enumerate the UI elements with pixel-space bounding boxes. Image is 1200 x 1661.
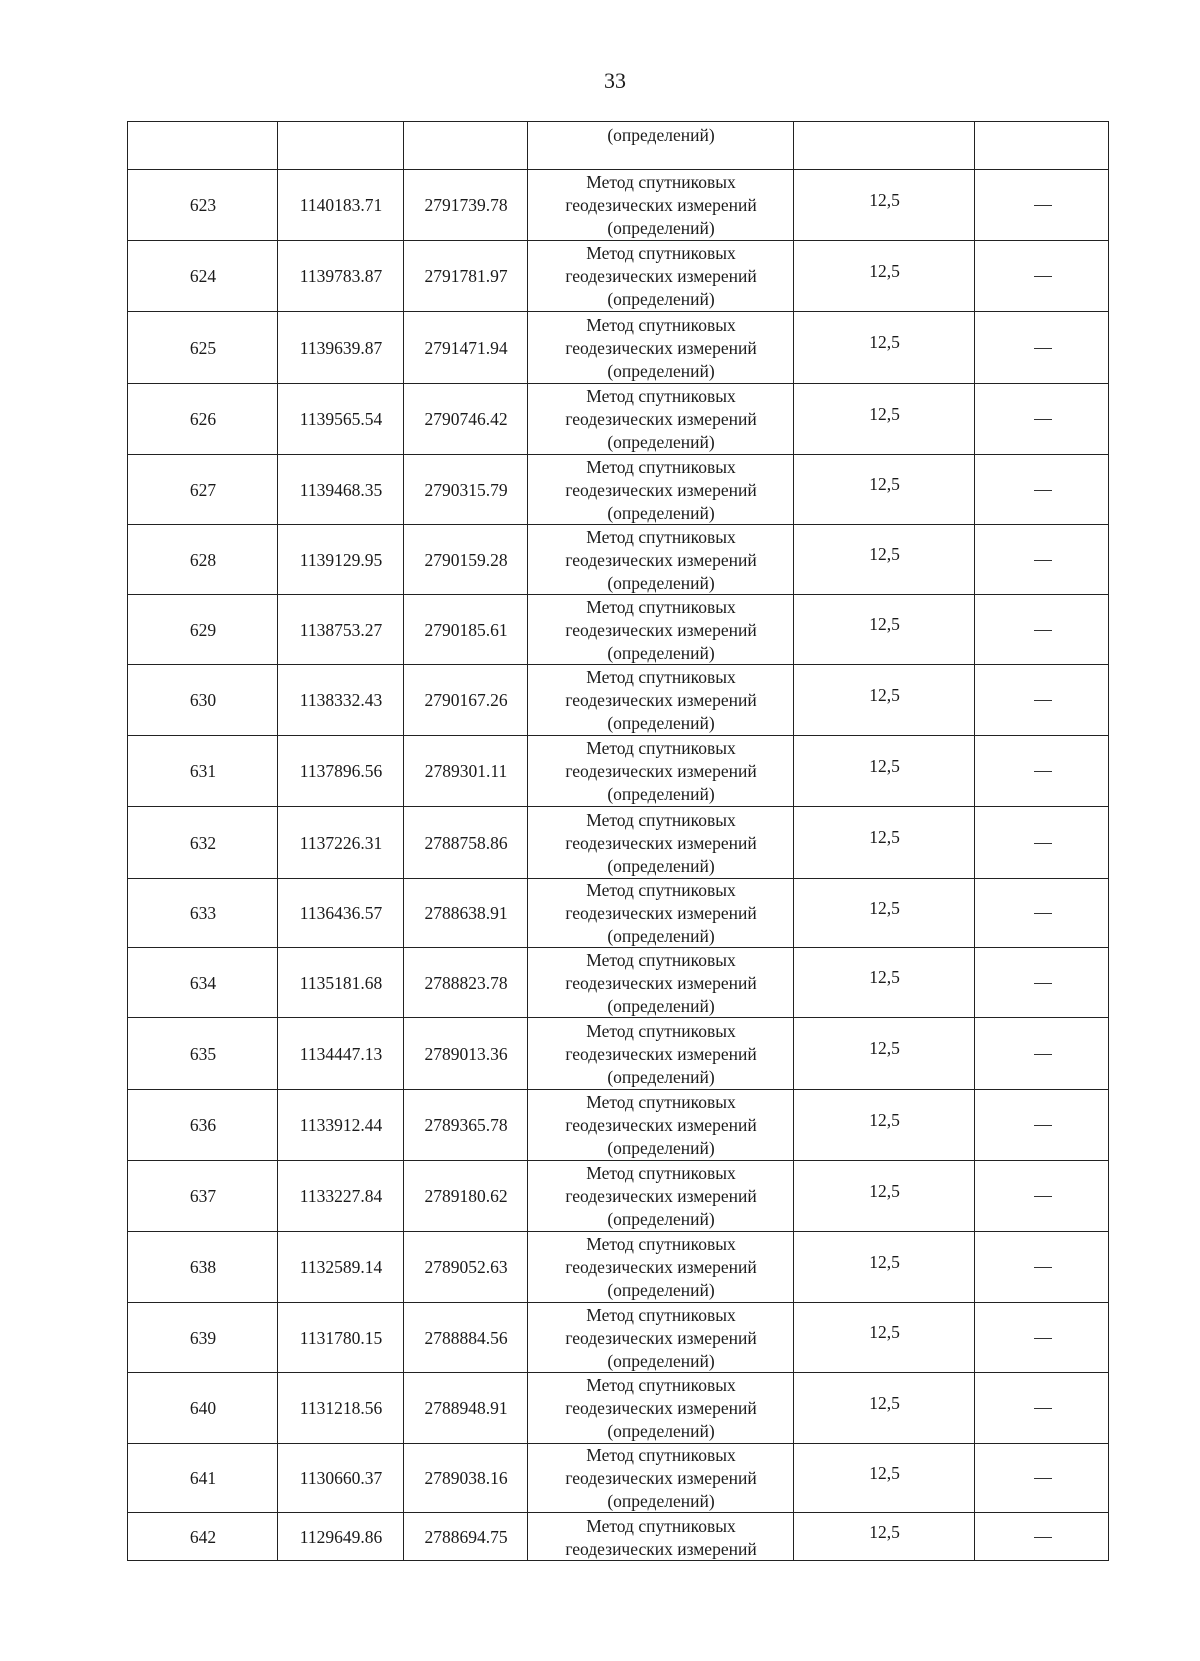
method-line: геодезических измерений bbox=[565, 1115, 757, 1135]
accuracy-cell: 12,5 bbox=[869, 614, 900, 634]
x-coordinate-cell: 1129649.86 bbox=[299, 1527, 383, 1547]
dash-mark bbox=[1034, 983, 1052, 984]
x-coordinate-cell: 1131780.15 bbox=[299, 1327, 383, 1348]
method-line: Метод спутниковых bbox=[586, 880, 736, 900]
description-cell bbox=[975, 525, 1110, 595]
description-cell bbox=[975, 384, 1110, 455]
method-line: (определений) bbox=[607, 713, 715, 733]
dash-mark bbox=[1034, 771, 1052, 772]
y-coordinate-cell: 2789301.11 bbox=[424, 761, 508, 781]
method-line: геодезических измерений bbox=[565, 1043, 757, 1064]
point-number-cell: 627 bbox=[189, 479, 217, 500]
y-coordinate-cell: 2788884.56 bbox=[424, 1327, 508, 1348]
method-line: геодезических измерений bbox=[565, 903, 757, 923]
method-cell bbox=[528, 1090, 794, 1161]
accuracy-cell: 12,5 bbox=[869, 544, 900, 564]
point-number-cell: 623 bbox=[189, 195, 217, 215]
method-cell bbox=[528, 1018, 794, 1090]
point-number-cell: 624 bbox=[189, 266, 217, 286]
method-cell bbox=[528, 595, 794, 665]
point-number-cell: 629 bbox=[189, 619, 217, 640]
method-line: геодезических измерений bbox=[565, 1257, 757, 1277]
accuracy-cell: 12,5 bbox=[869, 332, 900, 352]
method-line: геодезических измерений bbox=[565, 1327, 757, 1348]
point-number-cell: 631 bbox=[189, 761, 217, 781]
method-line: (определений) bbox=[607, 995, 715, 1016]
method-line: Метод спутниковых bbox=[586, 243, 736, 263]
dash-mark bbox=[1034, 276, 1052, 277]
accuracy-cell: 12,5 bbox=[869, 189, 900, 210]
y-coordinate-cell: 2790315.79 bbox=[424, 479, 508, 500]
method-line: геодезических измерений bbox=[565, 479, 757, 500]
y-coordinate-cell: 2788758.86 bbox=[424, 832, 508, 853]
accuracy-cell: 12,5 bbox=[869, 403, 900, 424]
y-coordinate-cell: 2789365.78 bbox=[424, 1115, 508, 1135]
method-line: Метод спутниковых bbox=[586, 1020, 736, 1041]
method-line: геодезических измерений bbox=[565, 409, 757, 429]
method-cell bbox=[528, 1513, 794, 1562]
accuracy-cell: 12,5 bbox=[869, 897, 900, 918]
description-cell bbox=[975, 312, 1110, 384]
point-number-cell: 626 bbox=[189, 409, 217, 429]
method-line: (определений) bbox=[607, 572, 715, 593]
dash-mark bbox=[1034, 1054, 1052, 1055]
point-number-cell: 642 bbox=[189, 1527, 217, 1547]
method-cell bbox=[528, 879, 794, 948]
point-number-cell: 625 bbox=[189, 337, 217, 358]
description-cell bbox=[975, 455, 1110, 525]
method-line: геодезических измерений bbox=[565, 266, 757, 286]
method-line: геодезических измерений bbox=[565, 832, 757, 853]
accuracy-cell: 12,5 bbox=[869, 1322, 900, 1342]
dash-mark bbox=[1034, 560, 1052, 561]
x-coordinate-cell: 1136436.57 bbox=[299, 903, 383, 923]
method-line: геодезических измерений bbox=[565, 337, 757, 358]
method-line: (определений) bbox=[607, 432, 715, 452]
x-coordinate-cell: 1138332.43 bbox=[299, 690, 383, 710]
method-line: Метод спутниковых bbox=[586, 526, 736, 547]
accuracy-cell: 12,5 bbox=[869, 1180, 900, 1201]
dash-mark bbox=[1034, 1408, 1052, 1409]
x-coordinate-cell: 1134447.13 bbox=[299, 1043, 383, 1064]
point-number-cell: 633 bbox=[189, 903, 217, 923]
method-line: Метод спутниковых bbox=[586, 1234, 736, 1254]
point-number-cell: 635 bbox=[189, 1043, 217, 1064]
method-line: Метод спутниковых bbox=[586, 314, 736, 335]
method-line: Метод спутниковых bbox=[586, 1304, 736, 1325]
y-coordinate-cell: 2791781.97 bbox=[424, 266, 508, 286]
accuracy-cell: 12,5 bbox=[869, 967, 900, 987]
y-coordinate-cell: 2789180.62 bbox=[424, 1186, 508, 1206]
accuracy-cell: 12,5 bbox=[869, 1392, 900, 1413]
method-line: (определений) bbox=[607, 289, 715, 309]
method-line: Метод спутниковых bbox=[586, 172, 736, 192]
y-coordinate-cell: 2791739.78 bbox=[424, 195, 508, 215]
point-number-cell: 640 bbox=[189, 1398, 217, 1418]
method-line: (определений) bbox=[607, 1350, 715, 1371]
y-coordinate-cell: 2789038.16 bbox=[424, 1468, 508, 1488]
description-cell bbox=[975, 1090, 1110, 1161]
accuracy-cell: 12,5 bbox=[869, 755, 900, 776]
point-number-cell: 641 bbox=[189, 1468, 217, 1488]
dash-mark bbox=[1034, 1267, 1052, 1268]
method-line: Метод спутниковых bbox=[586, 1445, 736, 1465]
x-coordinate-cell: 1133912.44 bbox=[299, 1115, 383, 1135]
y-coordinate-cell: 2788638.91 bbox=[424, 903, 508, 923]
method-line: Метод спутниковых bbox=[586, 456, 736, 477]
accuracy-cell: 12,5 bbox=[869, 1038, 900, 1058]
description-cell bbox=[975, 1303, 1110, 1373]
dash-mark bbox=[1034, 419, 1052, 420]
dash-mark bbox=[1034, 490, 1052, 491]
method-cell bbox=[528, 807, 794, 879]
description-cell bbox=[975, 1232, 1110, 1303]
method-line: Метод спутниковых bbox=[586, 949, 736, 970]
method-cell bbox=[528, 736, 794, 807]
method-cell bbox=[528, 455, 794, 525]
x-coordinate-cell: 1138753.27 bbox=[299, 619, 383, 640]
y-coordinate-cell: 2788948.91 bbox=[424, 1398, 508, 1418]
method-cell bbox=[528, 241, 794, 312]
coordinates-table bbox=[127, 121, 1109, 1561]
method-cell bbox=[528, 312, 794, 384]
x-coordinate-cell: 1133227.84 bbox=[299, 1186, 383, 1206]
x-coordinate-cell: 1131218.56 bbox=[299, 1398, 383, 1418]
y-coordinate-cell: 2789013.36 bbox=[424, 1043, 508, 1064]
point-number-cell: 630 bbox=[189, 690, 217, 710]
method-cell bbox=[528, 1444, 794, 1513]
method-cell bbox=[528, 948, 794, 1018]
method-line: геодезических измерений bbox=[565, 690, 757, 710]
dash-mark bbox=[1034, 205, 1052, 206]
method-line: Метод спутниковых bbox=[586, 738, 736, 758]
x-coordinate-cell: 1139783.87 bbox=[299, 266, 383, 286]
method-line: Метод спутниковых bbox=[586, 1163, 736, 1183]
method-line: (определений) bbox=[607, 642, 715, 663]
method-line: геодезических измерений bbox=[565, 619, 757, 640]
dash-mark bbox=[1034, 1196, 1052, 1197]
method-line: (определений) bbox=[607, 1421, 715, 1441]
y-coordinate-cell: 2790167.26 bbox=[424, 690, 508, 710]
y-coordinate-cell: 2788694.75 bbox=[424, 1527, 508, 1547]
y-coordinate-cell: 2788823.78 bbox=[424, 972, 508, 993]
dash-mark bbox=[1034, 1537, 1052, 1538]
method-line: (определений) bbox=[607, 1066, 715, 1087]
continuation-method-cell: (определений) bbox=[607, 125, 715, 145]
description-cell bbox=[975, 241, 1110, 312]
method-line: геодезических измерений bbox=[565, 1468, 757, 1488]
x-coordinate-cell: 1130660.37 bbox=[299, 1468, 383, 1488]
method-line: (определений) bbox=[607, 1280, 715, 1300]
accuracy-cell: 12,5 bbox=[869, 1521, 900, 1542]
accuracy-cell: 12,5 bbox=[869, 1462, 900, 1483]
method-cell bbox=[528, 525, 794, 595]
y-coordinate-cell: 2790185.61 bbox=[424, 619, 508, 640]
method-line: (определений) bbox=[607, 502, 715, 523]
method-line: Метод спутниковых bbox=[586, 667, 736, 687]
description-cell bbox=[975, 1018, 1110, 1090]
description-cell bbox=[975, 1161, 1110, 1232]
method-line: Метод спутниковых bbox=[586, 1375, 736, 1395]
x-coordinate-cell: 1132589.14 bbox=[299, 1257, 383, 1277]
y-coordinate-cell: 2791471.94 bbox=[424, 337, 508, 358]
method-line: геодезических измерений bbox=[565, 549, 757, 570]
dash-mark bbox=[1034, 700, 1052, 701]
method-line: (определений) bbox=[607, 926, 715, 946]
accuracy-cell: 12,5 bbox=[869, 827, 900, 847]
method-line: (определений) bbox=[607, 360, 715, 381]
dash-mark bbox=[1034, 348, 1052, 349]
description-cell bbox=[975, 807, 1110, 879]
y-coordinate-cell: 2790746.42 bbox=[424, 409, 508, 429]
dash-mark bbox=[1034, 1338, 1052, 1339]
accuracy-cell: 12,5 bbox=[869, 1109, 900, 1130]
description-cell bbox=[975, 948, 1110, 1018]
method-line: (определений) bbox=[607, 218, 715, 238]
dash-mark bbox=[1034, 843, 1052, 844]
accuracy-cell: 12,5 bbox=[869, 684, 900, 705]
method-line: Метод спутниковых bbox=[586, 1092, 736, 1112]
accuracy-cell: 12,5 bbox=[869, 474, 900, 494]
x-coordinate-cell: 1139565.54 bbox=[299, 409, 383, 429]
x-coordinate-cell: 1139129.95 bbox=[299, 549, 383, 570]
description-cell bbox=[975, 736, 1110, 807]
y-coordinate-cell: 2789052.63 bbox=[424, 1257, 508, 1277]
method-line: (определений) bbox=[607, 1209, 715, 1229]
dash-mark bbox=[1034, 1478, 1052, 1479]
method-line: Метод спутниковых bbox=[586, 809, 736, 830]
x-coordinate-cell: 1140183.71 bbox=[299, 195, 383, 215]
point-number-cell: 638 bbox=[189, 1257, 217, 1277]
x-coordinate-cell: 1137896.56 bbox=[299, 761, 383, 781]
method-line: геодезических измерений bbox=[565, 1186, 757, 1206]
dash-mark bbox=[1034, 913, 1052, 914]
method-line: (определений) bbox=[607, 1138, 715, 1158]
method-line: геодезических измерений bbox=[565, 761, 757, 781]
x-coordinate-cell: 1139639.87 bbox=[299, 337, 383, 358]
description-cell bbox=[975, 665, 1110, 736]
method-line: (определений) bbox=[607, 855, 715, 876]
method-line: геодезических измерений bbox=[565, 195, 757, 215]
method-line: Метод спутниковых bbox=[586, 386, 736, 406]
method-cell bbox=[528, 1232, 794, 1303]
method-line: Метод спутниковых bbox=[586, 596, 736, 617]
method-cell bbox=[528, 384, 794, 455]
method-line: (определений) bbox=[607, 784, 715, 804]
point-number-cell: 632 bbox=[189, 832, 217, 853]
point-number-cell: 628 bbox=[189, 549, 217, 570]
point-number-cell: 639 bbox=[189, 1327, 217, 1348]
method-cell bbox=[528, 1373, 794, 1444]
dash-mark bbox=[1034, 1125, 1052, 1126]
description-cell bbox=[975, 595, 1110, 665]
method-line: Метод спутниковых bbox=[586, 1515, 736, 1536]
method-cell bbox=[528, 1161, 794, 1232]
method-line: (определений) bbox=[607, 1491, 715, 1511]
accuracy-cell: 12,5 bbox=[869, 260, 900, 281]
x-coordinate-cell: 1137226.31 bbox=[299, 832, 383, 853]
description-cell bbox=[975, 879, 1110, 948]
description-cell bbox=[975, 170, 1110, 241]
point-number-cell: 634 bbox=[189, 972, 217, 993]
method-line: геодезических измерений bbox=[565, 972, 757, 993]
description-cell bbox=[975, 1444, 1110, 1513]
method-line: геодезических измерений bbox=[565, 1538, 757, 1559]
point-number-cell: 636 bbox=[189, 1115, 217, 1135]
description-cell bbox=[975, 1373, 1110, 1444]
page-number: 33 bbox=[604, 68, 626, 93]
x-coordinate-cell: 1139468.35 bbox=[299, 479, 383, 500]
point-number-cell: 637 bbox=[189, 1186, 217, 1206]
dash-mark bbox=[1034, 630, 1052, 631]
y-coordinate-cell: 2790159.28 bbox=[424, 549, 508, 570]
method-line: геодезических измерений bbox=[565, 1398, 757, 1418]
description-cell bbox=[975, 1513, 1110, 1562]
method-cell bbox=[528, 665, 794, 736]
x-coordinate-cell: 1135181.68 bbox=[299, 972, 383, 993]
accuracy-cell: 12,5 bbox=[869, 1251, 900, 1272]
method-cell bbox=[528, 170, 794, 241]
method-cell bbox=[528, 1303, 794, 1373]
